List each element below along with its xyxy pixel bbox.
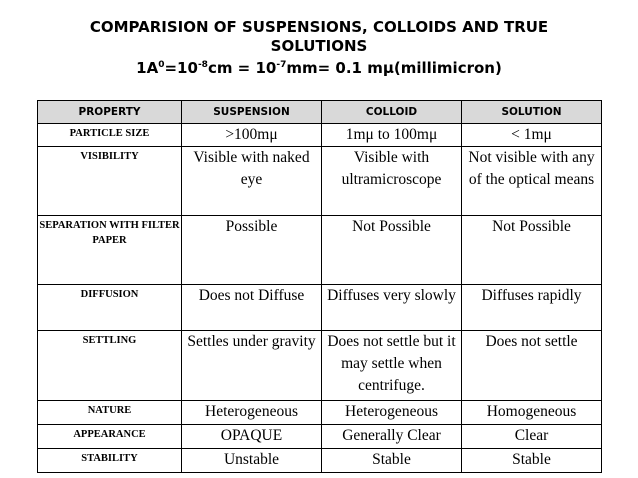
solution-cell: Clear: [462, 425, 602, 449]
colloid-cell: Visible with ultramicroscope: [322, 147, 462, 216]
unit-angstrom-superscript: 0: [158, 60, 165, 70]
colloid-cell: Diffuses very slowly: [322, 285, 462, 331]
table-header-row: [38, 101, 602, 124]
property-cell: PARTICLE SIZE: [38, 124, 182, 147]
colloid-cell: Not Possible: [322, 216, 462, 285]
title-line-2: SOLUTIONS: [270, 37, 368, 55]
suspension-cell: Settles under gravity: [182, 331, 322, 401]
suspension-cell: >100mμ: [182, 124, 322, 147]
header-colloid: COLLOID: [322, 101, 462, 124]
unit-conversion-line: [0, 59, 638, 78]
unit-eq-1: =10: [164, 59, 198, 77]
title-line-1: COMPARISION OF SUSPENSIONS, COLLOIDS AND TRUE: [89, 18, 549, 36]
solution-cell: Stable: [462, 449, 602, 473]
unit-eq-3: mm= 0.1 mμ(millimicron): [286, 59, 502, 77]
solution-cell: Homogeneous: [462, 401, 602, 425]
property-cell: STABILITY: [38, 449, 182, 473]
unit-eq-2: cm = 10: [207, 59, 277, 77]
table-row: [38, 285, 602, 331]
colloid-cell: Heterogeneous: [322, 401, 462, 425]
solution-cell: Does not settle: [462, 331, 602, 401]
header-solution: SOLUTION: [462, 101, 602, 124]
page-title: [0, 18, 638, 78]
table-row: [38, 147, 602, 216]
solution-cell: Diffuses rapidly: [462, 285, 602, 331]
property-cell: APPEARANCE: [38, 425, 182, 449]
table-row: [38, 401, 602, 425]
unit-exponent-2: -7: [276, 60, 287, 70]
suspension-cell: Does not Diffuse: [182, 285, 322, 331]
suspension-cell: Heterogeneous: [182, 401, 322, 425]
unit-exponent-1: -8: [197, 60, 208, 70]
property-cell: SETTLING: [38, 331, 182, 401]
table-row: [38, 425, 602, 449]
solution-cell: < 1mμ: [462, 124, 602, 147]
table-row: [38, 216, 602, 285]
solution-cell: Not Possible: [462, 216, 602, 285]
comparison-table: [37, 100, 602, 473]
colloid-cell: 1mμ to 100mμ: [322, 124, 462, 147]
suspension-cell: OPAQUE: [182, 425, 322, 449]
property-cell: VISIBILITY: [38, 147, 182, 216]
header-property: PROPERTY: [38, 101, 182, 124]
colloid-cell: Does not settle but it may settle when centrifuge.: [322, 331, 462, 401]
solution-cell: Not visible with any of the optical means: [462, 147, 602, 216]
table-row: [38, 331, 602, 401]
table-row: [38, 124, 602, 147]
table-row: [38, 449, 602, 473]
unit-angstrom: 1A: [136, 59, 159, 77]
colloid-cell: Stable: [322, 449, 462, 473]
suspension-cell: Visible with naked eye: [182, 147, 322, 216]
header-suspension: SUSPENSION: [182, 101, 322, 124]
suspension-cell: Possible: [182, 216, 322, 285]
property-cell: NATURE: [38, 401, 182, 425]
suspension-cell: Unstable: [182, 449, 322, 473]
colloid-cell: Generally Clear: [322, 425, 462, 449]
property-cell: DIFFUSION: [38, 285, 182, 331]
property-cell: SEPARATION WITH FILTER PAPER: [38, 216, 182, 285]
